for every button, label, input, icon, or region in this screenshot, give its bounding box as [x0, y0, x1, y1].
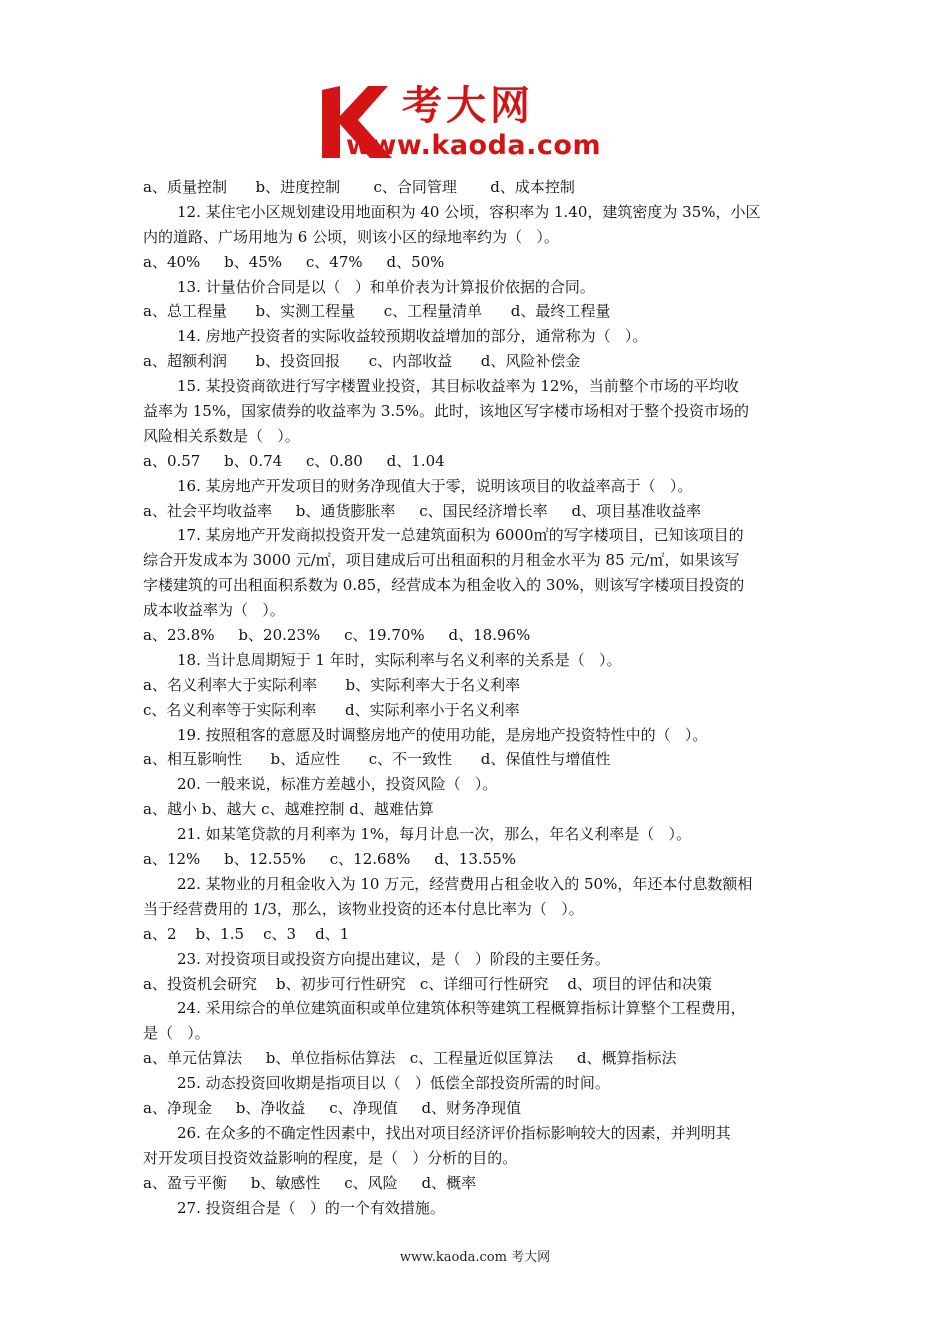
question-line: 12. 某住宅小区规划建设用地面积为 40 公顷，容积率为 1.40，建筑密度为 35%，小区 — [177, 202, 761, 221]
options-line: c、名义利率等于实际利率 d、实际利率小于名义利率 — [143, 700, 520, 719]
options-line: a、越小 b、越大 c、越难控制 d、越难估算 — [143, 800, 434, 819]
question-line: 16. 某房地产开发项目的财务净现值大于零，说明该项目的收益率高于（ ）。 — [177, 476, 693, 495]
options-line: a、净现金 b、净收益 c、净现值 d、财务净现值 — [143, 1098, 522, 1117]
options-line: a、12% b、12.55% c、12.68% d、13.55% — [143, 850, 516, 869]
question-continuation: 当于经营费用的 1/3，那么，该物业投资的还本付息比率为（ ）。 — [143, 899, 584, 918]
question-continuation: 风险相关系数是（ ）。 — [143, 426, 300, 445]
question-line: 23. 对投资项目或投资方向提出建议，是（ ）阶段的主要任务。 — [177, 949, 610, 968]
options-line: a、超额利润 b、投资回报 c、内部收益 d、风险补偿金 — [143, 352, 581, 371]
question-line: 15. 某投资商欲进行写字楼置业投资，其目标收益率为 12%，当前整个市场的平均收 — [177, 377, 739, 396]
options-line: a、投资机会研究 b、初步可行性研究 c、详细可行性研究 d、项目的评估和决策 — [143, 974, 712, 993]
question-continuation: 成本收益率为（ ）。 — [143, 601, 285, 620]
question-continuation: 益率为 15%，国家债券的收益率为 3.5%。此时，该地区写字楼市场相对于整个投资市场的 — [143, 402, 749, 421]
options-line: a、质量控制 b、进度控制 c、合同管理 d、成本控制 — [143, 178, 575, 196]
options-line: a、40% b、45% c、47% d、50% — [143, 252, 445, 271]
options-line: a、2 b、1.5 c、3 d、1 — [143, 924, 350, 943]
question-line: 14. 房地产投资者的实际收益较预期收益增加的部分，通常称为（ ）。 — [177, 327, 648, 346]
question-continuation: 内的道路、广场用地为 6 公顷，则该小区的绿地率约为（ ）。 — [143, 227, 559, 246]
options-line: a、相互影响性 b、适应性 c、不一致性 d、保值性与增值性 — [143, 750, 611, 769]
question-line: 27. 投资组合是（ ）的一个有效措施。 — [177, 1198, 445, 1217]
question-line: 22. 某物业的月租金收入为 10 万元，经营费用占租金收入的 50%，年还本付息数额相 — [177, 874, 753, 893]
question-continuation: 对开发项目投资效益影响的程度，是（ ）分析的目的。 — [143, 1148, 518, 1167]
question-line: 17. 某房地产开发商拟投资开发一总建筑面积为 6000㎡的写字楼项目，已知该项目的 — [177, 526, 744, 545]
question-continuation: 字楼建筑的可出租面积系数为 0.85，经营成本为租金收入的 30%，则该写字楼项目投资的 — [143, 576, 745, 595]
question-line: 26. 在众多的不确定性因素中，找出对项目经济评价指标影响较大的因素，并判明其 — [177, 1123, 731, 1142]
options-line: a、盈亏平衡 b、敏感性 c、风险 d、概率 — [143, 1173, 477, 1192]
question-line: 18. 当计息周期短于 1 年时，实际利率与名义利率的关系是（ ）。 — [177, 650, 622, 669]
document-body — [143, 175, 815, 1220]
options-line: a、总工程量 b、实测工程量 c、工程量清单 d、最终工程量 — [143, 302, 611, 321]
page-footer: www.kaoda.com 考大网 — [399, 1250, 551, 1265]
brand-url: www.kaoda.com — [346, 130, 602, 161]
question-line: 13. 计量估价合同是以（ ）和单价表为计算报价依据的合同。 — [177, 277, 595, 296]
question-line: 20. 一般来说，标准方差越小，投资风险（ ）。 — [177, 775, 498, 794]
options-line: a、名义利率大于实际利率 b、实际利率大于名义利率 — [143, 675, 521, 694]
options-line: a、0.57 b、0.74 c、0.80 d、1.04 — [143, 451, 445, 470]
question-continuation: 是（ ）。 — [143, 1024, 210, 1043]
options-line: a、单元估算法 b、单位指标估算法 c、工程量近似匡算法 d、概算指标法 — [143, 1049, 677, 1068]
question-line: 25. 动态投资回收期是指项目以（ ）低偿全部投资所需的时间。 — [177, 1074, 610, 1093]
options-line: a、23.8% b、20.23% c、19.70% d、18.96% — [143, 626, 531, 645]
brand-name: 考大网 — [402, 83, 534, 129]
question-line: 24. 采用综合的单位建筑面积或单位建筑体积等建筑工程概算指标计算整个工程费用， — [177, 999, 746, 1018]
question-continuation: 综合开发成本为 3000 元/㎡，项目建成后可出租面积的月租金水平为 85 元/㎡，如果该写 — [143, 551, 740, 570]
site-logo — [318, 82, 648, 162]
question-line: 19. 按照租客的意愿及时调整房地产的使用功能，是房地产投资特性中的（ ）。 — [177, 725, 708, 744]
question-line: 21. 如某笔贷款的月利率为 1%，每月计息一次，那么，年名义利率是（ ）。 — [177, 825, 691, 844]
options-line: a、社会平均收益率 b、通货膨胀率 c、国民经济增长率 d、项目基准收益率 — [143, 501, 702, 520]
